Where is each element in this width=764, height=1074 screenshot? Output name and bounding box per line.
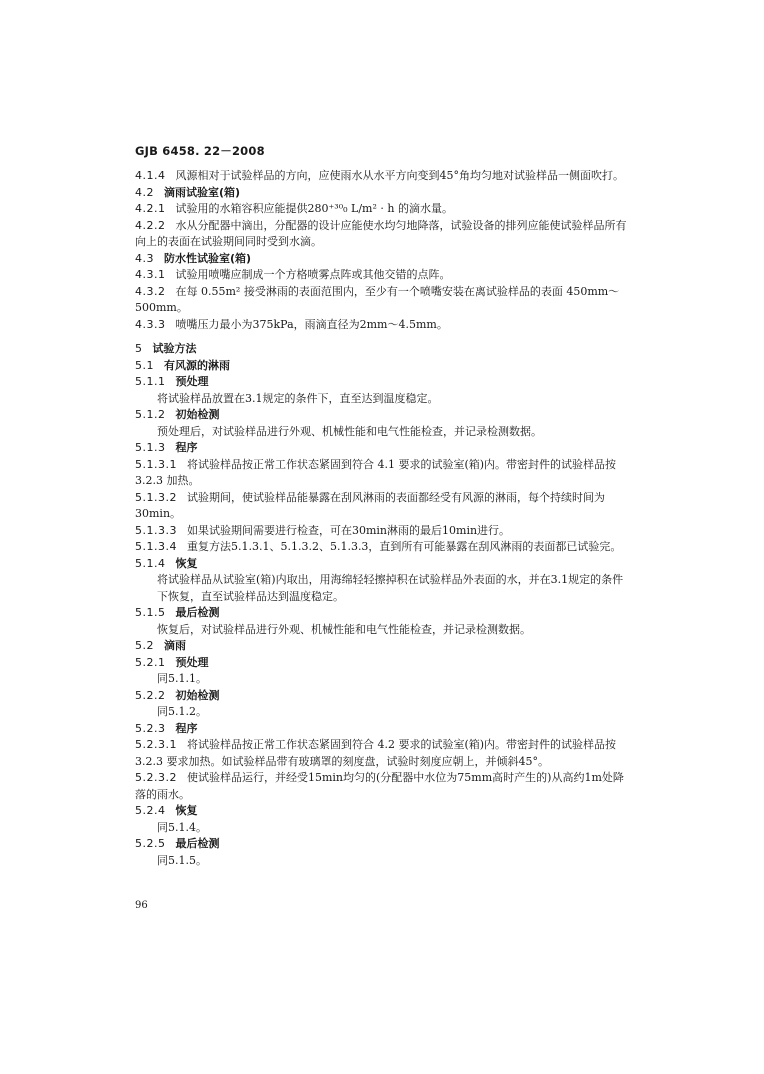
heading-text: 试验方法: [152, 342, 197, 355]
document-header-id: GJB 6458. 22－2008: [135, 144, 265, 158]
paragraph: [135, 671, 630, 688]
paragraph: [135, 317, 630, 334]
clause-number: 5.2.3.2: [135, 771, 177, 784]
clause-number: 4.2.2: [135, 218, 166, 232]
heading-text: 最后检测: [175, 606, 220, 619]
heading-text: 有风源的淋雨: [164, 358, 230, 372]
clause-number: 4.3.3: [135, 317, 166, 331]
paragraph: [135, 201, 630, 218]
page-number: 96: [135, 900, 148, 911]
clause-number: 5.2.4: [135, 804, 166, 817]
paragraph-text: 在每 0.55m² 接受淋雨的表面范围内，至少有一个喷嘴安装在离试验样品的表面 450mm～500mm。: [135, 284, 620, 314]
paragraph: [135, 424, 630, 441]
heading-text: 滴雨: [164, 639, 186, 652]
clause-number: 5.1.3.3: [135, 523, 177, 537]
paragraph: [135, 284, 630, 317]
clause-number: 5.2.1: [135, 655, 166, 669]
paragraph: [135, 168, 630, 185]
clause-number: 4.2: [135, 185, 154, 199]
clause-number: 4.3: [135, 251, 154, 265]
clause-number: 5.1.3.2: [135, 490, 177, 504]
heading-text: 最后检测: [175, 837, 220, 850]
paragraph: [135, 770, 630, 803]
paragraph-text: 试验期间，使试验样品能暴露在刮风淋雨的表面都经受有风源的淋雨，每个持续时间为30min。: [135, 490, 605, 520]
section-heading: [135, 556, 630, 573]
section-heading: [135, 341, 630, 358]
heading-text: 恢复: [175, 804, 198, 817]
heading-text: 滴雨试验室(箱): [164, 185, 241, 199]
paragraph-text: 重复方法5.1.3.1、5.1.3.2、5.1.3.3，直到所有可能暴露在刮风淋雨的表面都已试验完。: [186, 540, 622, 553]
paragraph-text: 同5.1.4。: [157, 820, 207, 834]
clause-number: 5.1.1: [135, 375, 166, 388]
section-heading: [135, 688, 630, 705]
heading-text: 初始检测: [175, 408, 220, 421]
clause-number: 5.1.3: [135, 441, 166, 454]
heading-text: 预处理: [175, 655, 209, 669]
paragraph-text: 将试验样品从试验室(箱)内取出，用海绵轻轻擦掉积在试验样品外表面的水，并在3.1规定的条件下恢复，直至试验样品达到温度稳定。: [157, 573, 624, 603]
paragraph: [135, 622, 630, 639]
paragraph: [135, 457, 630, 490]
paragraph-text: 将试验样品按正常工作状态紧固到符合 4.1 要求的试验室(箱)内。带密封件的试验样品按3.2.3 加热。: [135, 457, 617, 487]
paragraph-text: 将试验样品按正常工作状态紧固到符合 4.2 要求的试验室(箱)内。带密封件的试验样品按3.2.3 要求加热。如试验样品带有玻璃罩的刻度盘，试验时刻度应朝上，并倾斜45°。: [135, 738, 617, 768]
clause-number: 5: [135, 342, 143, 355]
section-heading: [135, 440, 630, 457]
heading-text: 初始检测: [175, 688, 220, 702]
paragraph: [135, 853, 630, 870]
clause-number: 4.3.2: [135, 284, 166, 298]
heading-text: 预处理: [175, 375, 209, 388]
paragraph-text: 试验用的水箱容积应能提供280⁺³⁰₀ L/m² · h 的滴水量。: [175, 202, 453, 215]
document-body: [135, 168, 630, 869]
section-heading: [135, 836, 630, 853]
clause-number: 5.2.3: [135, 721, 166, 735]
paragraph-text: 喷嘴压力最小为375kPa，雨滴直径为2mm～4.5mm。: [175, 317, 448, 331]
section-heading: [135, 185, 630, 202]
paragraph: [135, 490, 630, 523]
paragraph-text: 同5.1.5。: [157, 853, 207, 867]
paragraph: [135, 267, 630, 284]
clause-number: 5.1.2: [135, 408, 166, 421]
heading-text: 恢复: [175, 556, 198, 570]
paragraph: [135, 539, 630, 556]
clause-number: 5.2: [135, 639, 154, 652]
section-heading: [135, 358, 630, 375]
paragraph: [135, 820, 630, 837]
paragraph-text: 恢复后，对试验样品进行外观、机械性能和电气性能检查，并记录检测数据。: [157, 622, 531, 636]
paragraph: [135, 218, 630, 251]
clause-number: 4.2.1: [135, 202, 166, 215]
section-heading: [135, 638, 630, 655]
paragraph: [135, 572, 630, 605]
heading-text: 程序: [175, 441, 198, 454]
section-heading: [135, 721, 630, 738]
clause-number: 4.3.1: [135, 268, 166, 281]
clause-number: 5.1.5: [135, 606, 166, 619]
section-heading: [135, 655, 630, 672]
clause-number: 5.1.3.4: [135, 540, 177, 553]
paragraph-text: 同5.1.2。: [157, 705, 207, 718]
clause-number: 5.2.2: [135, 688, 166, 702]
clause-number: 4.1.4: [135, 169, 166, 182]
paragraph-text: 使试验样品运行，并经受15min均匀的(分配器中水位为75mm高时产生的)从高约1m处降落的雨水。: [135, 771, 624, 801]
paragraph-text: 试验用喷嘴应制成一个方格喷雾点阵或其他交错的点阵。: [175, 268, 451, 281]
section-heading: [135, 803, 630, 820]
paragraph-text: 同5.1.1。: [157, 672, 207, 685]
section-spacer: [135, 333, 630, 341]
section-heading: [135, 605, 630, 622]
paragraph-text: 风源相对于试验样品的方向，应使雨水从水平方向变到45°角均匀地对试验样品一侧面吹打。: [175, 169, 624, 182]
section-heading: [135, 251, 630, 268]
clause-number: 5.1.3.1: [135, 457, 177, 471]
paragraph: [135, 704, 630, 721]
paragraph-text: 将试验样品放置在3.1规定的条件下，直至达到温度稳定。: [157, 391, 439, 405]
paragraph-text: 水从分配器中滴出，分配器的设计应能使水均匀地降落，试验设备的排列应能使试验样品所有向上的表面在试验期间同时受到水滴。: [135, 218, 627, 248]
clause-number: 5.2.5: [135, 837, 166, 850]
clause-number: 5.1: [135, 358, 154, 372]
heading-text: 防水性试验室(箱): [164, 251, 252, 265]
paragraph-text: 预处理后，对试验样品进行外观、机械性能和电气性能检查，并记录检测数据。: [157, 424, 542, 438]
heading-text: 程序: [175, 721, 198, 735]
paragraph-text: 如果试验期间需要进行检查，可在30min淋雨的最后10min进行。: [186, 523, 511, 537]
section-heading: [135, 407, 630, 424]
clause-number: 5.1.4: [135, 556, 166, 570]
paragraph: [135, 391, 630, 408]
clause-number: 5.2.3.1: [135, 738, 177, 751]
paragraph: [135, 737, 630, 770]
section-heading: [135, 374, 630, 391]
paragraph: [135, 523, 630, 540]
